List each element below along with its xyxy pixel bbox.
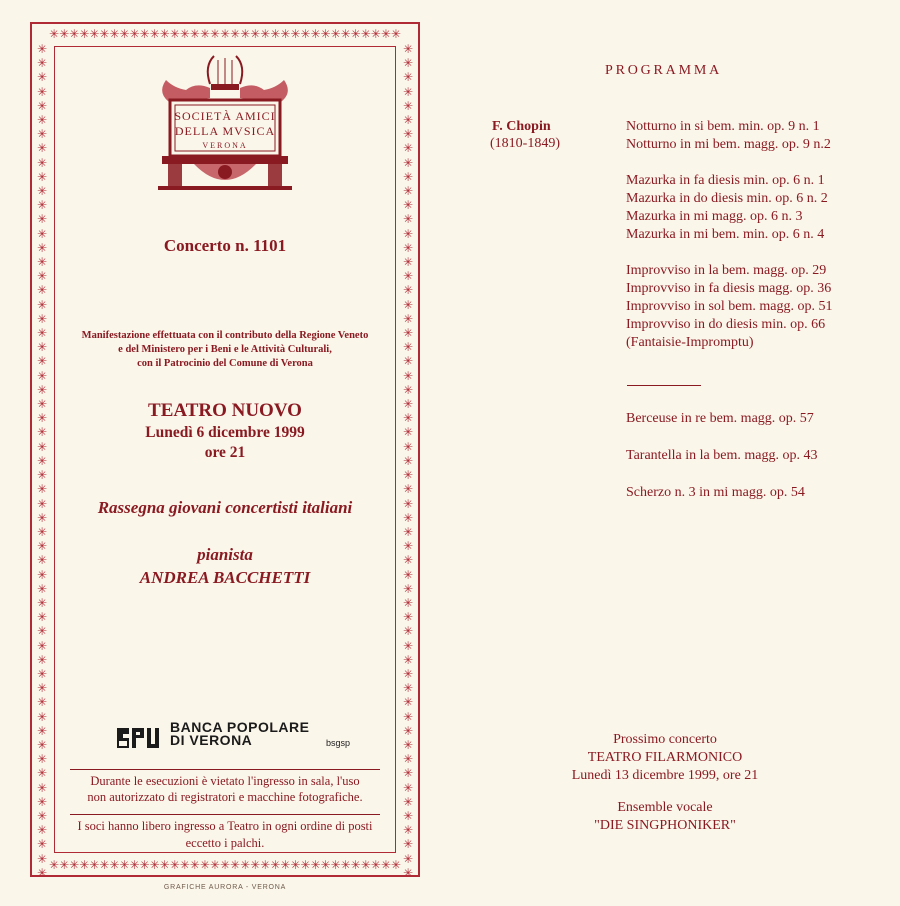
star-border-top: ✳✳✳✳✳✳✳✳✳✳✳✳✳✳✳✳✳✳✳✳✳✳✳✳✳✳✳✳✳✳✳✳✳✳✳ [49,27,401,41]
next-concert-label: Prossimo concerto [613,732,717,747]
logo-text-line2: DELLA MVSICA [174,124,276,138]
bank-name-line1: BANCA POPOLARE [170,719,310,735]
left-panel-border [30,22,420,880]
program-works [626,118,896,352]
divider-rule [70,769,380,770]
bank-tag: bsgsp [326,738,351,748]
sponsor-line: e del Ministero per i Beni e le Attività Culturali, [118,344,332,355]
performer-name: ANDREA BACCHETTI [139,568,311,587]
work-item: Tarantella in la bem. magg. op. 43 [626,448,818,463]
star-border-left: ✳✳✳✳✳✳✳✳✳✳✳✳✳✳✳✳✳✳✳✳✳✳✳✳✳✳✳✳✳✳✳✳✳✳✳✳✳✳✳✳✳✳✳✳✳✳✳✳✳✳✳✳✳✳✳✳✳✳✳ [36,42,48,880]
work-item: Improvviso in fa diesis magg. op. 36 [626,281,832,296]
members-line: I soci hanno libero ingresso a Teatro in ogni ordine di posti [77,819,373,833]
divider-rule [70,814,380,815]
program-title: PROGRAMMA [605,63,722,78]
program-works-second [626,411,896,522]
bank-sponsor [116,721,386,761]
notice-line: Durante le esecuzioni è vietato l'ingresso in sala, l'uso [90,774,360,788]
bank-logo-icon [116,725,160,751]
bank-name [170,721,310,747]
performer-role: pianista [197,545,253,564]
work-item: Improvviso in la bem. magg. op. 29 [626,263,827,278]
work-item: Improvviso in do diesis min. op. 66 [626,317,826,332]
composer-dates: (1810-1849) [490,136,560,151]
work-item: Mazurka in mi bem. min. op. 6 n. 4 [626,227,825,242]
logo-text-line3: VERONA [202,141,248,150]
sponsor-line: con il Patrocinio del Comune di Verona [137,358,313,369]
notice-line: non autorizzato di registratori e macchine fotografiche. [87,790,363,804]
star-border-bottom: ✳✳✳✳✳✳✳✳✳✳✳✳✳✳✳✳✳✳✳✳✳✳✳✳✳✳✳✳✳✳✳✳✳✳✳ [49,858,401,872]
concert-time: ore 21 [204,444,246,461]
printer-credit: GRAFICHE AURORA - VERONA [163,884,287,891]
work-item: (Fantaisie-Impromptu) [626,335,754,350]
left-content [54,46,396,853]
logo-text-line1: SOCIETÀ AMICI [174,109,276,123]
next-concert [530,731,800,835]
work-item: Scherzo n. 3 in mi magg. op. 54 [626,485,805,500]
next-concert-venue: TEATRO FILARMONICO [587,750,743,765]
work-item: Notturno in si bem. min. op. 9 n. 1 [626,119,820,134]
next-ensemble-label: Ensemble vocale [617,800,713,815]
star-border-right: ✳✳✳✳✳✳✳✳✳✳✳✳✳✳✳✳✳✳✳✳✳✳✳✳✳✳✳✳✳✳✳✳✳✳✳✳✳✳✳✳✳✳✳✳✳✳✳✳✳✳✳✳✳✳✳✳✳✳✳ [402,42,414,880]
composer-name: F. Chopin [492,119,551,134]
work-item: Improvviso in sol bem. magg. op. 51 [626,299,833,314]
venue-title: TEATRO NUOVO [148,400,302,421]
program-divider [627,385,701,386]
work-item: Mazurka in fa diesis min. op. 6 n. 1 [626,173,825,188]
work-item: Mazurka in do diesis min. op. 6 n. 2 [626,191,828,206]
work-item: Berceuse in re bem. magg. op. 57 [626,411,814,426]
concert-number: Concerto n. 1101 [163,236,287,255]
series-title: Rassegna giovani concertisti italiani [97,498,353,517]
bank-name-line2: DI VERONA [170,732,253,748]
work-item: Notturno in mi bem. magg. op. 9 n.2 [626,137,831,152]
next-concert-date: Lunedì 13 dicembre 1999, ore 21 [571,768,759,783]
members-notice [68,818,382,852]
sponsor-line: Manifestazione effettuata con il contributo della Regione Veneto [81,330,369,341]
next-ensemble-name: "DIE SINGPHONIKER" [594,818,736,833]
concert-date: Lunedì 6 dicembre 1999 [145,424,305,441]
work-item: Mazurka in mi magg. op. 6 n. 3 [626,209,803,224]
admission-notice [68,773,382,805]
society-crest-logo [154,52,296,192]
members-line: eccetto i palchi. [185,836,265,850]
sponsor-note [60,329,390,371]
